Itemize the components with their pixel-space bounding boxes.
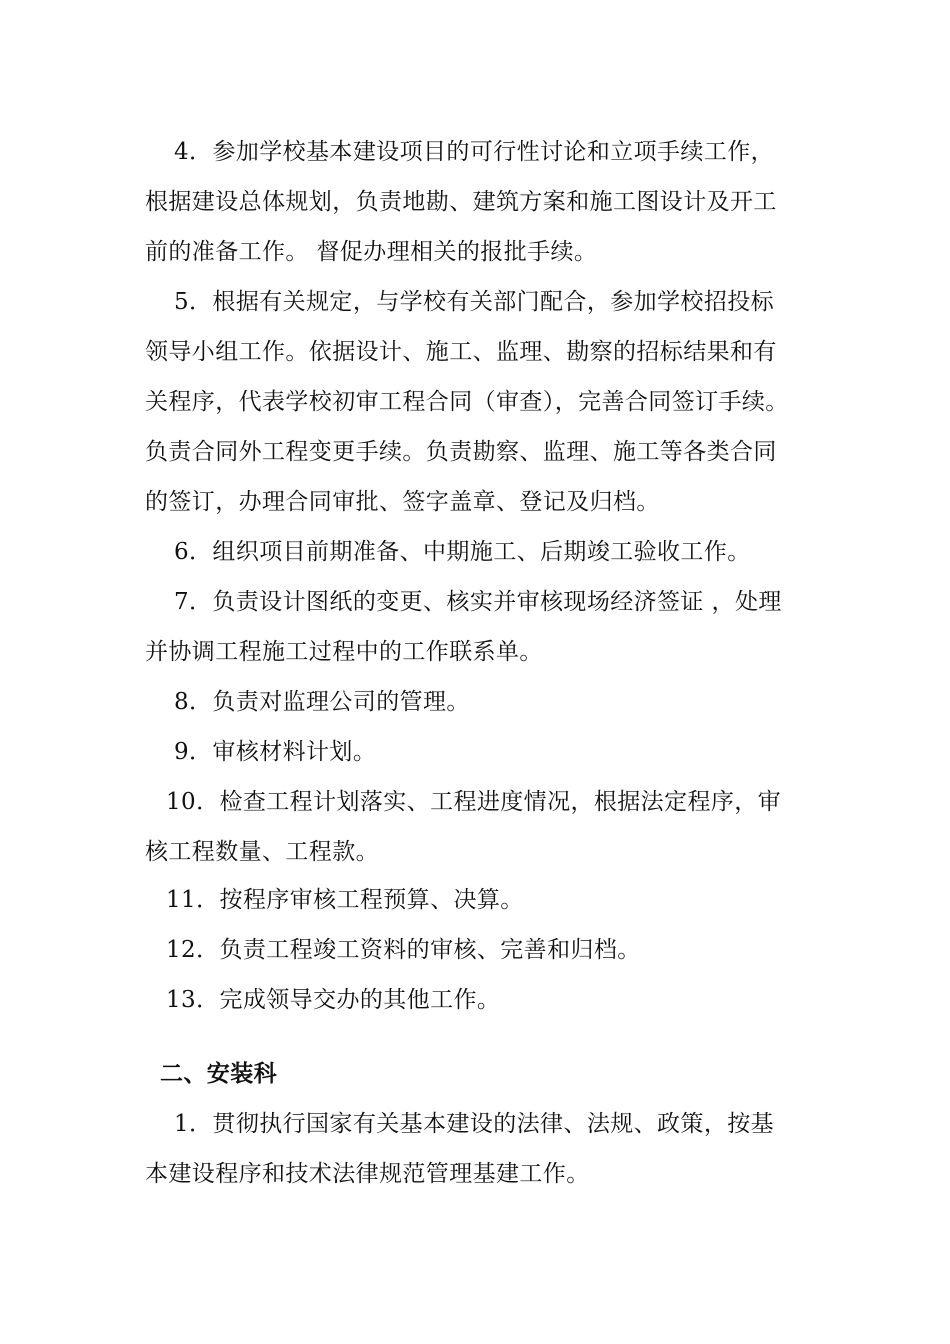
paragraph-4-line-2: 根据建设总体规划，负责地勘、建筑方案和施工图设计及开工 bbox=[145, 189, 777, 215]
paragraph-12: 12．负责工程竣工资料的审核、完善和归档。 bbox=[166, 937, 641, 963]
paragraph-5-line-5: 的签订，办理合同审批、签字盖章、登记及归档。 bbox=[145, 489, 660, 515]
paragraph-7-line-1: 7．负责设计图纸的变更、核实并审核现场经济签证 ，处理 bbox=[174, 589, 782, 615]
paragraph-13: 13．完成领导交办的其他工作。 bbox=[166, 987, 501, 1013]
paragraph-11: 11．按程序审核工程预算、决算。 bbox=[166, 887, 524, 913]
paragraph-5-line-4: 负责合同外工程变更手续。负责勘察、监理、施工等各类合同 bbox=[145, 439, 777, 465]
paragraph-4-line-1: 4．参加学校基本建设项目的可行性讨论和立项手续工作， bbox=[174, 139, 775, 165]
section-heading-installation: 二、安装科 bbox=[160, 1060, 277, 1087]
section-2-paragraph-1-line-2: 本建设程序和技术法律规范管理基建工作。 bbox=[145, 1161, 590, 1187]
paragraph-5-line-1: 5．根据有关规定，与学校有关部门配合，参加学校招投标 bbox=[174, 289, 775, 315]
paragraph-9: 9．审核材料计划。 bbox=[174, 739, 377, 765]
paragraph-5-line-3: 关程序，代表学校初审工程合同（审查），完善合同签订手续。 bbox=[145, 389, 789, 415]
paragraph-10-line-2: 核工程数量、工程款。 bbox=[145, 839, 379, 865]
paragraph-10-line-1: 10．检查工程计划落实、工程进度情况，根据法定程序，审 bbox=[166, 789, 782, 815]
section-2-paragraph-1-line-1: 1．贯彻执行国家有关基本建设的法律、法规、政策，按基 bbox=[174, 1111, 775, 1137]
paragraph-6: 6．组织项目前期准备、中期施工、后期竣工验收工作。 bbox=[174, 539, 751, 565]
paragraph-8: 8．负责对监理公司的管理。 bbox=[174, 689, 470, 715]
paragraph-7-line-2: 并协调工程施工过程中的工作联系单。 bbox=[145, 639, 543, 665]
paragraph-5-line-2: 领导小组工作。依据设计、施工、监理、勘察的招标结果和有 bbox=[145, 339, 777, 365]
paragraph-4-line-3: 前的准备工作。 督促办理相关的报批手续。 bbox=[145, 239, 598, 265]
